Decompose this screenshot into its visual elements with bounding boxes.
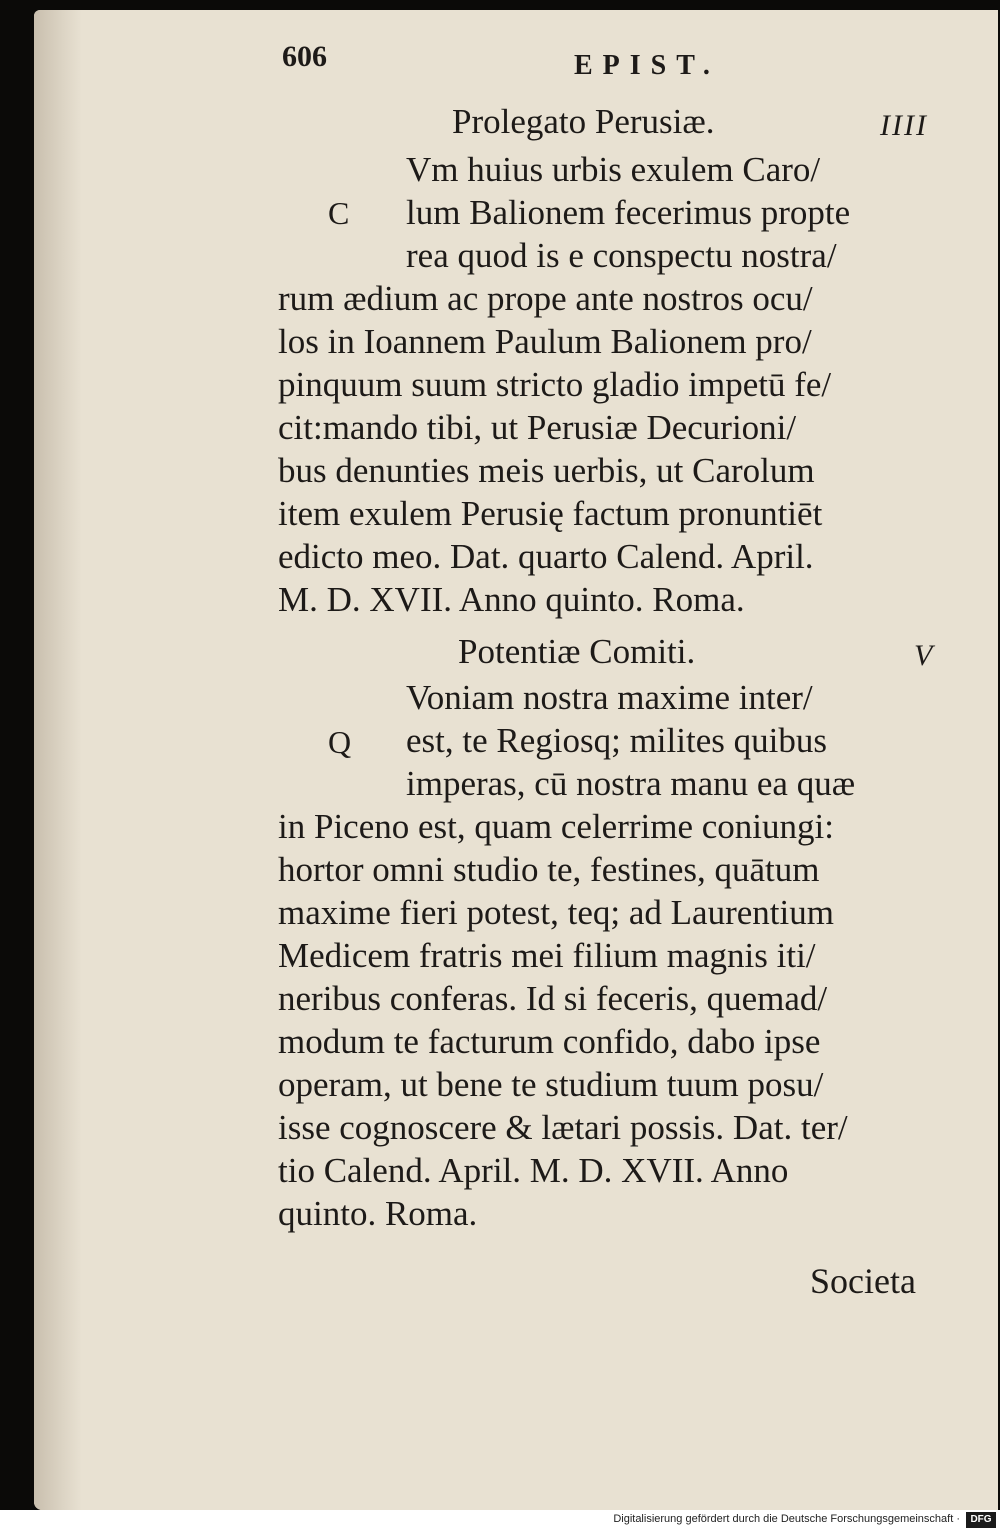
- letter-2-line: Medicem fratris mei filium magnis iti/: [278, 936, 816, 975]
- book-page: [34, 10, 998, 1510]
- letter-2-initial: Q: [328, 724, 352, 760]
- catchword: Societa: [810, 1261, 916, 1301]
- running-head: EPIST.: [574, 50, 720, 81]
- letter-1-heading: Prolegato Perusiæ.: [452, 102, 715, 141]
- letter-2-line: operam, ut bene te studium tuum posu/: [278, 1065, 824, 1104]
- letter-1-line: M. D. XVII. Anno quinto. Roma.: [278, 580, 745, 619]
- letter-1-line: cit:mando tibi, ut Perusiæ Decurioni/: [278, 408, 797, 447]
- letter-1-line: Vm huius urbis exulem Caro/: [406, 150, 821, 189]
- letter-2-number: V: [914, 639, 935, 672]
- letter-1-line: item exulem Perusię factum pronuntiēt: [278, 494, 823, 533]
- letter-1-line: lum Balionem fecerimus propte: [406, 193, 851, 232]
- dfg-logo: DFG: [966, 1512, 996, 1528]
- letter-2-line: in Piceno est, quam celerrime coniungi:: [278, 807, 834, 846]
- letter-1-line: rum ædium ac prope ante nostros ocu/: [278, 279, 813, 318]
- letter-2-line: imperas, cū nostra manu ea quæ: [406, 764, 856, 803]
- letter-2-line: Voniam nostra maxime inter/: [406, 678, 813, 717]
- letter-2-line: neribus conferas. Id si feceris, quemad/: [278, 979, 828, 1018]
- letter-1-line: pinquum suum stricto gladio impetū fe/: [278, 365, 832, 404]
- letter-1-line: edicto meo. Dat. quarto Calend. April.: [278, 537, 814, 576]
- page-edge-shadow: [34, 10, 82, 1510]
- letter-2-line: est, te Regiosq; milites quibus: [406, 721, 827, 760]
- letter-2-line: isse cognoscere & lætari possis. Dat. ter/: [278, 1108, 848, 1147]
- footer-bar: [0, 1510, 1000, 1532]
- letter-1-number: IIII: [880, 109, 928, 142]
- letter-1-line: rea quod is e conspectu nostra/: [406, 236, 837, 275]
- footer-credit: Digitalisierung gefördert durch die Deutsche Forschungsgemeinschaft ·: [613, 1513, 960, 1525]
- letter-2-line: quinto. Roma.: [278, 1194, 478, 1233]
- letter-1-line: los in Ioannem Paulum Balionem pro/: [278, 322, 812, 361]
- letter-2-heading: Potentiæ Comiti.: [458, 632, 696, 671]
- letter-1-initial: C: [328, 195, 350, 231]
- letter-2-line: modum te facturum confido, dabo ipse: [278, 1022, 821, 1061]
- letter-2-line: maxime fieri potest, teq; ad Laurentium: [278, 893, 834, 932]
- letter-2-line: hortor omni studio te, festines, quātum: [278, 850, 820, 889]
- letter-1-line: bus denunties meis uerbis, ut Carolum: [278, 451, 815, 490]
- letter-2-line: tio Calend. April. M. D. XVII. Anno: [278, 1151, 789, 1190]
- page-number: 606: [282, 40, 327, 73]
